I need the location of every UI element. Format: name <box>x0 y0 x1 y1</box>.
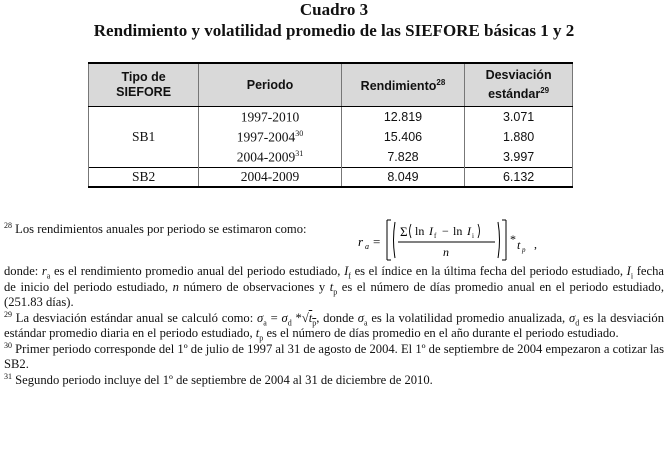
formula-ln: ln <box>415 224 425 238</box>
footnote-28-head <box>4 218 664 264</box>
footnote-29: $^{29}$ La desviación estándar anual se calculó como: $\sigma_a = \sigma_d$ $*√t_p$, donde $\sigma_a$ es la volatilidad promedio anualizada, $\sigma_d$ es la desviación estándar promedio diaria en el periodo estudiado, $t_p$ es el número de días promedio en el año durante el periodo estudiado. <box>4 309 665 343</box>
cell-periodo: 2004-2009$^{31}$ <box>199 147 342 168</box>
footnote-number: 28 <box>4 220 12 230</box>
footnote-number: 30 <box>4 340 12 350</box>
formula-If-sub: f <box>434 232 437 240</box>
formula-paren <box>394 222 396 258</box>
table-number: Cuadro 3 <box>299 0 369 19</box>
footnote-30: $^{30}$ Primer periodo corresponde del 1º de julio de 1997 al 31 de agosto de 2004. El 1º de septiembre de 2004 empezaron a cotizar las SB2. <box>4 340 664 371</box>
cell-periodo: 2004-2009 <box>199 168 342 188</box>
formula-Ii-sub: i <box>472 232 474 240</box>
footnote-28-body: donde: $r_a$ es el rendimiento promedio anual del periodo estudiado, $I_f$ es el índice en la última fecha del periodo estudiado, $I_i$ fecha de inicio del periodo estudiado, n número de observaciones y $t_p$ es el número de días promedio anual en el periodo estudiado, (251.83 días). <box>4 264 664 309</box>
formula-paren <box>498 222 500 258</box>
formula-r-sub: a <box>365 242 369 251</box>
title-block <box>0 0 668 42</box>
col-tipo <box>89 63 199 107</box>
footnote-ref: 29 <box>540 85 550 95</box>
footnote-ref: 28 <box>436 78 446 88</box>
col-desviacion <box>465 63 573 107</box>
formula-comma: , <box>534 237 537 251</box>
cell-desviacion: 3.997 <box>465 147 573 168</box>
table-row <box>89 168 573 188</box>
formula-r: r <box>358 234 364 249</box>
footnote-number: 31 <box>4 371 12 381</box>
cell-tipo-sb2: SB2 <box>89 168 199 188</box>
data-table <box>88 62 573 188</box>
col-rendimiento-label: Rendimiento <box>360 79 437 94</box>
formula-n: n <box>443 245 449 259</box>
cell-periodo: 1997-2004$^{30}$ <box>199 127 342 147</box>
formula-ln: ln <box>453 224 463 238</box>
cell-rendimiento: 8.049 <box>341 168 464 188</box>
cell-rendimiento: 7.828 <box>341 147 464 168</box>
cell-tipo-sb1: SB1 <box>89 107 199 168</box>
formula-t-sub: p <box>522 246 526 254</box>
formula-sum: Σ <box>400 224 408 239</box>
col-tipo-line2: SIEFORE <box>116 85 172 99</box>
col-periodo: Periodo <box>199 63 342 107</box>
cell-rendimiento: 15.406 <box>341 127 464 147</box>
return-formula <box>358 218 558 262</box>
formula-equals: = <box>373 234 381 249</box>
col-desviacion-line2: estándar <box>488 87 541 102</box>
formula-star: * <box>510 232 516 246</box>
formula-minus: − <box>442 224 449 238</box>
footnote-31: $^{31}$ Segundo periodo incluye del 1º de septiembre de 2004 al 31 de diciembre de 2010. <box>4 371 433 387</box>
col-tipo-line1: Tipo de <box>121 70 166 84</box>
col-desviacion-line1: Desviación <box>485 67 552 82</box>
cell-periodo: 1997-2010 <box>199 107 342 128</box>
cell-desviacion: 3.071 <box>465 107 573 128</box>
header-row <box>89 63 573 107</box>
formula-t: t <box>517 238 521 252</box>
footnotes <box>4 218 664 388</box>
footnote-number: 29 <box>4 309 12 319</box>
footnote-28-intro: Los rendimientos anuales por periodo se estimaron como: <box>15 222 307 236</box>
table-title: Rendimiento y volatilidad promedio de las SIEFORE básicas 1 y 2 <box>93 21 575 40</box>
table-row <box>89 107 573 128</box>
footnote-ref: 30 <box>295 128 304 138</box>
col-rendimiento <box>341 63 464 107</box>
cell-desviacion: 1.880 <box>465 127 573 147</box>
cell-rendimiento: 12.819 <box>341 107 464 128</box>
footnote-ref: 31 <box>295 148 304 158</box>
formula-If: I <box>429 224 433 238</box>
cell-desviacion: 6.132 <box>465 168 573 188</box>
formula-Ii: I <box>467 224 471 238</box>
